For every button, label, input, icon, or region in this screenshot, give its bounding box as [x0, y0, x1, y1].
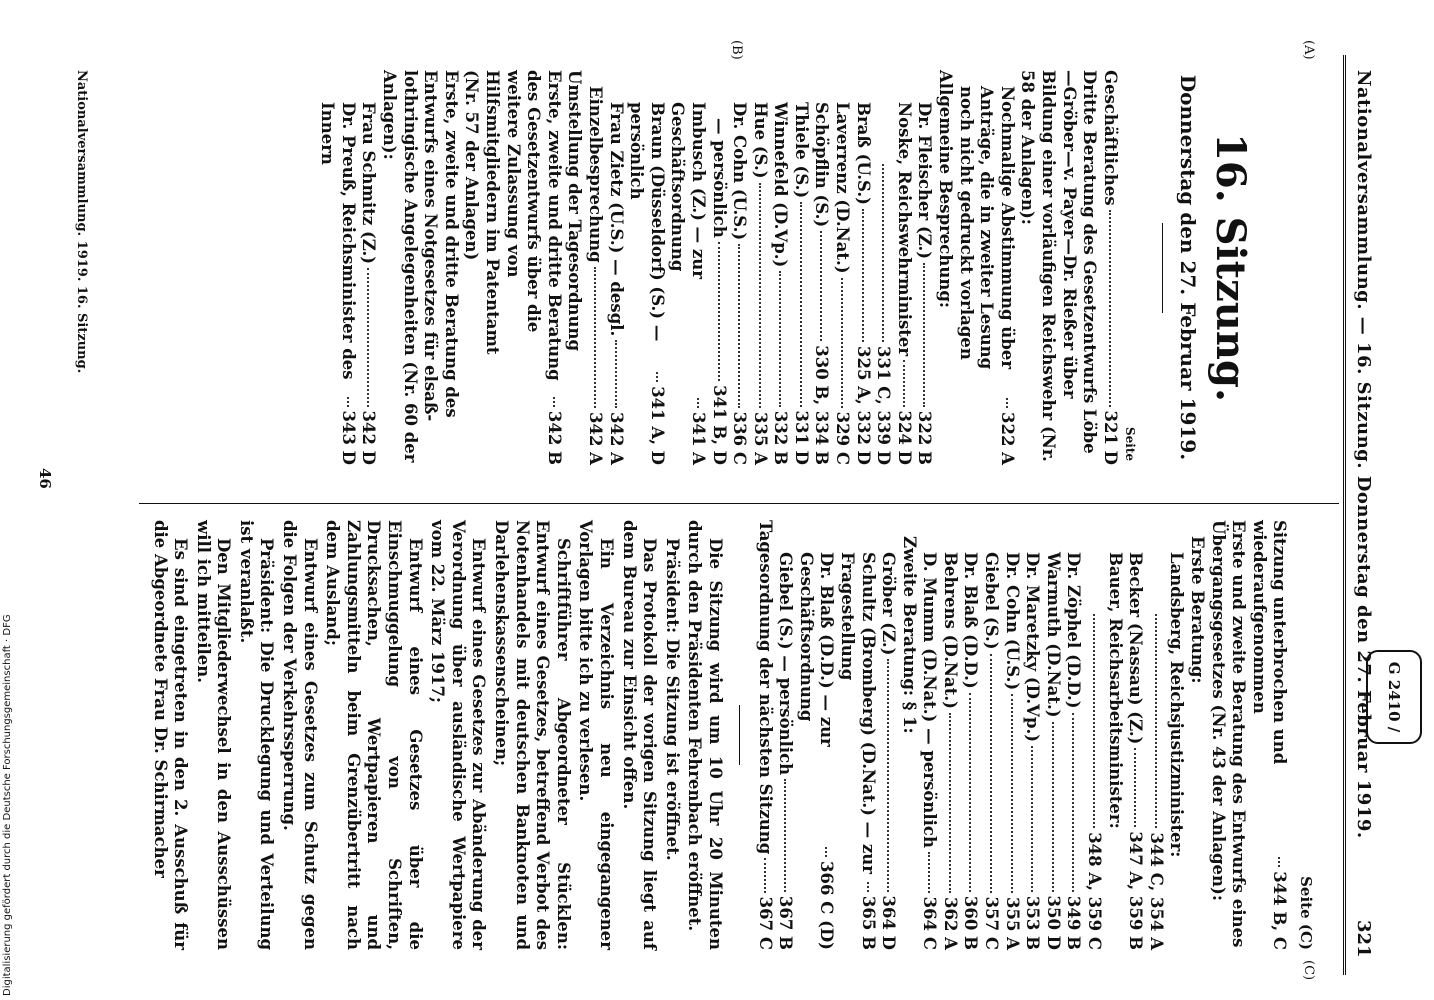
left-entry: [729, 70, 750, 465]
running-header: Nationalversammlung. — 16. Sitzung. Donnerstag den 27. Februar 1919.: [1353, 70, 1374, 839]
page-reference: 324 D: [894, 410, 914, 465]
right-entry: [754, 520, 775, 950]
leader-dots: [867, 882, 869, 892]
protocol-paragraph: Den Mitgliederwechsel in den Ausschüssen will ich mitteilen.: [193, 520, 234, 950]
right-entry: [836, 520, 877, 950]
entry-text: Gröber (Z.): [879, 552, 899, 656]
leader-dots: [759, 183, 761, 408]
right-column: [147, 520, 1316, 950]
left-entry: [873, 70, 894, 465]
page-reference: 343 D: [338, 410, 358, 465]
entry-text: Zweite Beratung: § 1:: [899, 536, 919, 734]
leader-dots: [825, 847, 827, 857]
left-entry: [749, 70, 770, 465]
leader-dots: [887, 659, 889, 891]
left-entry: [358, 70, 379, 465]
protocol-paragraph: Ein Verzeichnis neu eingegangener Vorlagen bitte ich zu verlesen.: [576, 520, 616, 950]
entry-text: Dr. Zöphel (D.D.): [1064, 552, 1084, 709]
page-reference: 364 C: [920, 896, 940, 950]
right-entry: [1186, 520, 1207, 950]
right-entry: [1104, 520, 1125, 950]
right-entry: [1145, 520, 1166, 950]
entry-text: Landsberg, Reichsjustizminister:: [1167, 552, 1187, 858]
right-entry: [795, 520, 836, 950]
page-reference: 322 A: [997, 412, 1017, 465]
left-entry: [667, 70, 708, 465]
protocol-paragraph: Das Protokoll der vorigen Sitzung liegt auf dem Bureau zur Einsicht offen.: [619, 520, 660, 950]
leader-dots: [1031, 746, 1033, 892]
page-reference: 360 B: [961, 895, 981, 950]
digitization-credit: Digitalisierung gefördert durch die Deutsche Forschungsgemeinschaft · DFG: [2, 614, 13, 996]
leader-dots: [615, 340, 617, 408]
header-rule: [1343, 55, 1346, 975]
entry-text: Noske, Reichswehrminister: [894, 102, 914, 357]
leader-dots: [882, 164, 884, 342]
leader-dots: [738, 244, 740, 408]
page-reference: 344 C, 354 A: [1146, 832, 1166, 950]
entry-text: Erste, zweite und dritte Beratung des Entwurfs eines Notgesetzes für elsaß-lothringische Angelegenheiten (Nr. 60 der Anlagen):: [380, 70, 461, 463]
entry-text: Erste und zweite Beratung des Entwurfs eines Übergangsgesetzes (Nr. 43 der Anlagen):: [1208, 520, 1249, 948]
right-entry: [939, 520, 960, 950]
leader-dots: [718, 242, 720, 381]
right-table-of-contents: [754, 520, 1289, 950]
page-reference: 353 B: [1023, 895, 1043, 950]
entry-text: Thiele (S.): [791, 102, 811, 199]
page-reference: 329 C: [833, 411, 853, 465]
title-divider: [1162, 223, 1163, 313]
leader-dots: [841, 278, 843, 408]
page-reference: 341 A: [688, 412, 708, 465]
protocol-paragraph: Schriftführer Abgeordneter Stücklen: Entwurf eines Gesetzes, betreffend Verbot des Notenhandels mit deutschen Banknoten und Darlehenskassenscheinen;: [492, 520, 573, 950]
entry-text: Imbusch (Z.) — zur Geschäftsordnung: [668, 102, 708, 279]
left-entry: [584, 70, 605, 465]
left-column: [317, 70, 1316, 465]
archive-stamp: G 2410 /: [1366, 650, 1422, 744]
page-reference: 347 A, 359 B: [1126, 831, 1146, 950]
leader-dots: [1109, 210, 1111, 407]
entry-text: Braun (Düsseldorf) (S.) — persönlich: [627, 102, 667, 342]
column-marker-c: (C): [1301, 960, 1316, 981]
entry-text: Frau Schmitz (Z.): [359, 102, 379, 265]
entry-text: D. Mumm (D.Nat.) — persönlich: [920, 552, 940, 848]
left-entry: [708, 70, 729, 465]
entry-text: Nochmalige Abstimmung über Anträge, die in zweiter Lesung noch nicht gedruckt vorlagen: [956, 86, 1017, 370]
right-entry: [1125, 520, 1146, 950]
entry-text: Warmuth (D.Nat.): [1043, 552, 1063, 718]
left-entry: [1099, 70, 1120, 465]
right-entry: [1063, 520, 1084, 950]
entry-text: Dr. Maretzky (D.Vp.): [1023, 552, 1043, 743]
protocol-text: [149, 520, 725, 950]
left-entry: [461, 70, 564, 465]
entry-text: Tagesordnung der nächsten Sitzung: [755, 520, 775, 855]
right-entry: [960, 520, 981, 950]
page-reference: 367 C: [755, 896, 775, 950]
left-entry: [934, 70, 955, 465]
right-entry: [919, 520, 940, 950]
page-reference: 322 B: [915, 410, 935, 465]
right-entry: [775, 520, 796, 950]
header-page-number: 321: [1353, 920, 1374, 958]
protocol-paragraph: Es sind eingetreten in den 2. Ausschuß für die Abgeordnete Frau Dr. Schirmacher: [150, 520, 191, 950]
entry-text: Becker (Nassau) (Z.): [1126, 552, 1146, 745]
entry-text: Dr. Cohn (U.S.): [730, 102, 750, 241]
page-reference: 366 C (D): [817, 861, 837, 950]
page-reference: 344 B, C: [1270, 871, 1290, 950]
left-entry: [770, 70, 791, 465]
entry-text: Giebel (S.): [982, 552, 1002, 650]
page-reference: 350 D: [1043, 895, 1063, 950]
entry-text: Allgemeine Besprechung:: [936, 70, 956, 308]
session-title: 16. Sitzung.: [1207, 133, 1254, 402]
left-entry: [955, 70, 1017, 465]
leader-dots: [800, 202, 802, 406]
leader-dots: [903, 360, 905, 406]
page-reference: 325 A, 332 D: [853, 346, 873, 465]
entry-text: Winnefeld (D.Vp.): [771, 102, 791, 268]
entry-text: Dr. Cohn (U.S.): [1002, 552, 1022, 691]
leader-dots: [928, 852, 930, 893]
page-reference: 335 A: [750, 412, 770, 465]
entry-text: — persönlich: [709, 118, 729, 238]
protocol-paragraph: Die Sitzung wird um 10 Uhr 20 Minuten durch den Präsidenten Fehrenbach eröffnet.: [685, 520, 725, 950]
leader-dots: [821, 231, 823, 341]
page-reference: 332 B: [771, 410, 791, 465]
leader-dots: [1052, 722, 1054, 892]
protocol-paragraph: Präsident: Die Sitzung ist eröffnet.: [662, 538, 682, 861]
leader-dots: [1072, 713, 1074, 892]
page-reference: 342 D: [359, 410, 379, 465]
leader-dots: [367, 268, 369, 406]
entry-text: Dr. Preuß, Reichsminister des Innern: [318, 102, 358, 380]
left-entry: [790, 70, 811, 465]
right-entry: [1207, 520, 1248, 950]
leader-dots: [764, 858, 766, 892]
leader-dots: [970, 693, 972, 892]
page-reference: 367 B: [776, 895, 796, 950]
protocol-paragraph: Entwurf eines Gesetzes zum Schutz gegen die Folgen der Verkehrssperrung.: [280, 520, 320, 950]
column-marker-a: (A): [1301, 40, 1316, 60]
leader-dots: [784, 779, 786, 892]
page-reference: 342 B: [544, 410, 564, 465]
left-entry: [1017, 70, 1099, 465]
leader-dots: [697, 398, 699, 408]
leader-dots: [1093, 614, 1095, 828]
left-entry: [317, 70, 358, 465]
right-entry: [1248, 520, 1289, 950]
entry-text: Frau Zietz (U.S.) — desgl.: [606, 102, 626, 337]
right-entry: [878, 520, 899, 950]
leader-dots: [1134, 748, 1136, 827]
seite-label: Seite: [1123, 426, 1138, 461]
right-entry: [981, 520, 1002, 950]
session-date: Donnerstag den 27. Februar 1919.: [1176, 74, 1200, 461]
leader-dots: [1278, 857, 1280, 867]
leader-dots: [779, 271, 781, 407]
left-entry: [378, 70, 460, 465]
entry-text: Dr. Fleischer (Z.): [915, 102, 935, 260]
entry-text: Sitzung unterbrochen und wiederaufgenommen: [1249, 520, 1290, 765]
seite-label-right: Seite (C): [1297, 876, 1315, 950]
leader-dots: [923, 263, 925, 407]
leader-dots: [553, 397, 555, 407]
protocol-paragraph: Präsident: Die Drucklegung und Verteilung ist veranlaßt.: [236, 520, 277, 950]
leader-dots: [1006, 398, 1008, 408]
leader-dots: [1011, 694, 1013, 893]
entry-text: Umstellung der Tagesordnung: [565, 70, 585, 352]
page-reference: 341 A, D: [647, 386, 667, 465]
page-reference: 321 D: [1100, 410, 1120, 465]
left-entry: [852, 70, 873, 465]
right-entry: [1083, 520, 1104, 950]
leader-dots: [594, 267, 596, 408]
leader-dots: [347, 397, 349, 407]
leader-dots: [862, 209, 864, 342]
entry-text: Dritte Beratung des Gesetzentwurfs Löbe—Gröber—v. Payer—Dr. Rießer über Bildung einer vorläufigen Reichswehr (Nr. 58 der Anlagen):: [1018, 70, 1100, 462]
entry-text: Schultz (Bromberg) (D.Nat.) — zur Fragestellung: [837, 552, 878, 874]
page-reference: 342 A: [606, 412, 626, 465]
page-reference: 362 A: [940, 897, 960, 950]
entry-text: Schöpflin (S.): [812, 102, 832, 228]
entry-text: Dr. Blaß (D.D.) — zur Geschäftsordnung: [796, 552, 837, 747]
page-reference: 342 A: [585, 412, 605, 465]
page-reference: 355 A: [1002, 897, 1022, 950]
page-footer: Nationalversammlung. 1919. 16. Sitzung.: [74, 70, 89, 374]
entry-text: Braß (U.S.): [853, 102, 873, 205]
page-reference: 331 C, 339 D: [874, 345, 894, 465]
protocol-paragraph: Entwurf eines Gesetzes über die Einschmuggelung von Schriften, Drucksachen, Wertpapieren und Zahlungsmitteln beim Grenzübertritt nach dem Ausland;: [323, 520, 425, 950]
right-entry: [1022, 520, 1043, 950]
entry-text: Dr. Blaß (D.D.): [961, 552, 981, 689]
left-entry: [605, 70, 626, 465]
entry-text: Laverrenz (D.Nat.): [833, 102, 853, 274]
entry-text: Bauer, Reichsarbeitsminister:: [1105, 552, 1125, 829]
leader-dots: [990, 654, 992, 893]
page-reference: 330 B, 334 B: [812, 345, 832, 465]
column-marker-b: (B): [729, 40, 744, 60]
leader-dots: [949, 713, 951, 893]
leader-dots: [1155, 614, 1157, 828]
section-divider: [739, 705, 740, 765]
right-entry: [1042, 520, 1063, 950]
right-entry: [898, 520, 919, 950]
left-entry: [893, 70, 914, 465]
page-reference: 341 B, D: [709, 385, 729, 465]
column-divider: [139, 503, 1339, 504]
right-entry: [1001, 520, 1022, 950]
entry-text: Giebel (S.) — persönlich: [776, 552, 796, 776]
left-entry: [564, 70, 585, 465]
left-entry: [626, 70, 667, 465]
page-reference: 348 A, 359 C: [1085, 832, 1105, 950]
page-reference: 365 B: [858, 895, 878, 950]
page-reference: 331 D: [791, 410, 811, 465]
entry-text: Hue (S.): [750, 102, 770, 179]
page-reference: 364 D: [879, 895, 899, 950]
entry-text: Behrens (D.Nat.): [940, 552, 960, 709]
page-reference: 357 C: [982, 896, 1002, 950]
entry-text: Geschäftliches: [1100, 70, 1120, 206]
leader-dots: [656, 372, 658, 382]
right-entry: [1166, 520, 1187, 950]
page-bottom-number: 46: [36, 468, 54, 489]
entry-text: Einzelbesprechung: [585, 86, 605, 263]
page-reference: 336 C: [730, 411, 750, 465]
left-entry: [914, 70, 935, 465]
entry-text: Erste Beratung:: [1188, 536, 1208, 684]
page-reference: 349 B: [1064, 895, 1084, 950]
left-entry: [832, 70, 853, 465]
left-table-of-contents: [317, 70, 1120, 465]
left-entry: [811, 70, 832, 465]
entry-text: Erste, zweite und dritte Beratung des Gesetzentwurfs über die weitere Zulassung von Hilfsmitgliedern im Patentamt (Nr. 57 der Anlagen): [462, 70, 564, 381]
protocol-paragraph: Entwurf eines Gesetzes zur Abänderung der Verordnung über ausländische Wertpapiere vom 22. März 1917;: [428, 520, 489, 950]
